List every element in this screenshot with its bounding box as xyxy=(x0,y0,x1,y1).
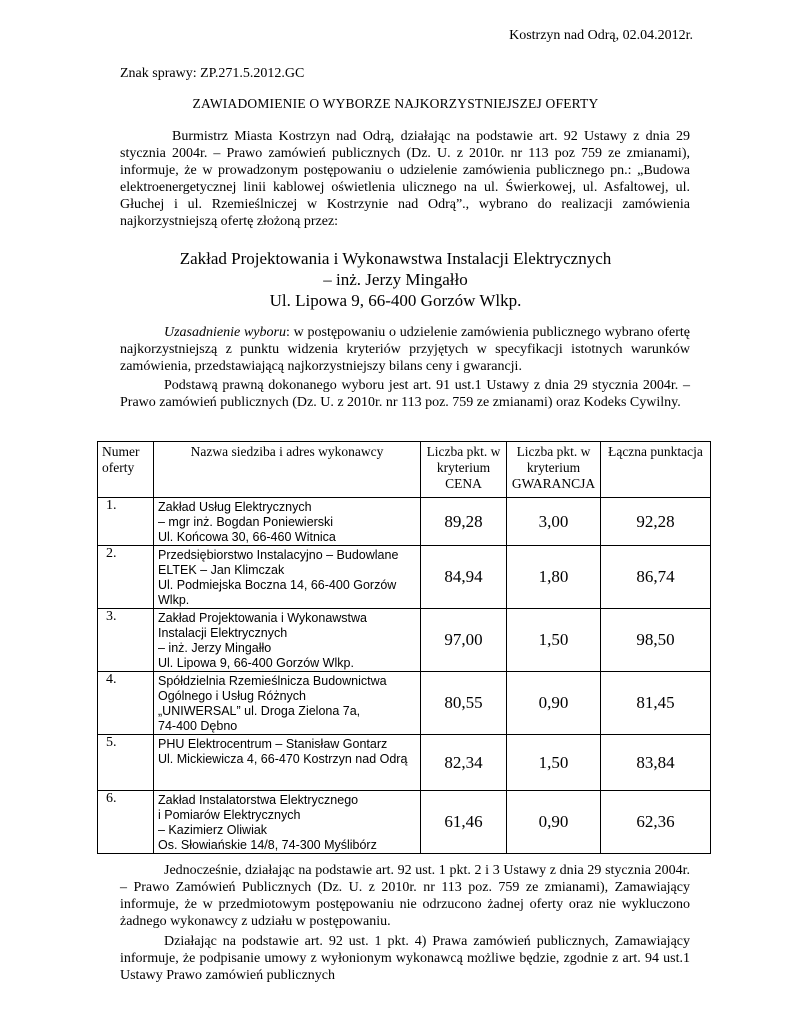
total-points-cell: 81,45 xyxy=(601,672,711,735)
contractor-cell: Zakład Usług Elektrycznych – mgr inż. Bogdan Poniewierski Ul. Końcowa 30, 66-460 Witnica xyxy=(154,498,421,546)
justification-label: Uzasadnienie wyboru xyxy=(164,325,286,340)
header-total-points: Łączna punktacja xyxy=(601,442,711,498)
total-points-cell: 62,36 xyxy=(601,791,711,854)
price-points-cell: 97,00 xyxy=(421,609,507,672)
table-row xyxy=(98,672,711,735)
case-reference: Znak sprawy: ZP.271.5.2012.GC xyxy=(120,66,305,81)
justification-paragraph xyxy=(120,324,690,375)
price-points-cell: 61,46 xyxy=(421,791,507,854)
table-row xyxy=(98,546,711,609)
total-points-cell: 83,84 xyxy=(601,735,711,791)
total-points-cell: 92,28 xyxy=(601,498,711,546)
warranty-points-cell: 1,80 xyxy=(507,546,601,609)
warranty-points-cell: 0,90 xyxy=(507,791,601,854)
offer-number-cell: 4. xyxy=(98,672,154,735)
price-points-cell: 80,55 xyxy=(421,672,507,735)
justification-text: : w postępowaniu o udzielenie zamówienia publicznego wybrano ofertę najkorzystniejszą z punktu widzenia kryteriów przyjętych w specyfikacji istotnych warunków zamówienia, przedstawiającą najkorzystniejszy bilans ceny i gwarancji. xyxy=(120,325,690,374)
table-row xyxy=(98,735,711,791)
header-warranty-points: Liczba pkt. w kryterium GWARANCJA xyxy=(507,442,601,498)
price-points-cell: 84,94 xyxy=(421,546,507,609)
contractor-cell: Zakład Projektowania i Wykonawstwa Instalacji Elektrycznych – inż. Jerzy Mingałło Ul. Lipowa 9, 66-400 Gorzów Wlkp. xyxy=(154,609,421,672)
header-contractor: Nazwa siedziba i adres wykonawcy xyxy=(154,442,421,498)
offer-number-cell: 1. xyxy=(98,498,154,546)
total-points-cell: 86,74 xyxy=(601,546,711,609)
price-points-cell: 89,28 xyxy=(421,498,507,546)
warranty-points-cell: 1,50 xyxy=(507,735,601,791)
document-title: ZAWIADOMIENIE O WYBORZE NAJKORZYSTNIEJSZEJ OFERTY xyxy=(192,96,599,111)
closing-paragraph-1: Jednocześnie, działając na podstawie art. 92 ust. 1 pkt. 2 i 3 Ustawy z dnia 29 stycznia 2004r. – Prawo Zamówień Publicznych (Dz. U. z 2010r. nr 113 poz. 759 ze zmianami), Zamawiający informuje, że w przedmiotowym postępowaniu nie odrzucono żadnej oferty oraz nie wykluczono żadnego wykonawcy z udziału w postępowaniu. xyxy=(120,863,690,929)
offer-number-cell: 5. xyxy=(98,735,154,791)
contractor-cell: Zakład Instalatorstwa Elektrycznego i Pomiarów Elektrycznych – Kazimierz Oliwiak Os. Słowiańskie 14/8, 74-300 Myślibórz xyxy=(154,791,421,854)
header-price-points: Liczba pkt. w kryterium CENA xyxy=(421,442,507,498)
price-points-cell: 82,34 xyxy=(421,735,507,791)
total-points-cell: 98,50 xyxy=(601,609,711,672)
legal-basis-paragraph: Podstawą prawną dokonanego wyboru jest art. 91 ust.1 Ustawy z dnia 29 stycznia 2004r. – Prawo zamówień publicznych (Dz. U. z 2010r. nr 113 poz. 759 ze zmianami) oraz Kodeks Cywilny. xyxy=(120,378,690,410)
winner-name: Zakład Projektowania i Wykonawstwa Instalacji Elektrycznych xyxy=(179,249,612,268)
warranty-points-cell: 1,50 xyxy=(507,609,601,672)
offers-table xyxy=(97,441,711,854)
table-row xyxy=(98,609,711,672)
contractor-cell: PHU Elektrocentrum – Stanisław Gontarz Ul. Mickiewicza 4, 66-470 Kostrzyn nad Odrą xyxy=(154,735,421,791)
offer-number-cell: 3. xyxy=(98,609,154,672)
document-date: Kostrzyn nad Odrą, 02.04.2012r. xyxy=(509,28,693,43)
winner-address: Ul. Lipowa 9, 66-400 Gorzów Wlkp. xyxy=(269,291,522,310)
warranty-points-cell: 0,90 xyxy=(507,672,601,735)
selected-contractor xyxy=(0,248,791,311)
table-row xyxy=(98,791,711,854)
closing-paragraph-2: Działając na podstawie art. 92 ust. 1 pkt. 4) Prawa zamówień publicznych, Zamawiający informuje, że podpisanie umowy z wyłonionym wykonawcą możliwe będzie, zgodnie z art. 94 ust.1 Ustawy Prawo zamówień publicznych xyxy=(120,934,690,983)
contractor-cell: Spółdzielnia Rzemieślnicza Budownictwa Ogólnego i Usług Różnych „UNIWERSAL” ul. Droga Zielona 7a, 74-400 Dębno xyxy=(154,672,421,735)
table-row xyxy=(98,498,711,546)
offer-number-cell: 2. xyxy=(98,546,154,609)
warranty-points-cell: 3,00 xyxy=(507,498,601,546)
header-offer-number: Numer oferty xyxy=(98,442,154,498)
intro-paragraph: Burmistrz Miasta Kostrzyn nad Odrą, działając na podstawie art. 92 Ustawy z dnia 29 stycznia 2004r. – Prawo zamówień publicznych (Dz. U. z 2010r. nr 113 poz 759 ze zmianami), informuje, że w prowadzonym postępowaniu o udzielenie zamówienia publicznego pn.: „Budowa elektroenergetycznej linii kablowej oświetlenia ulicznego na ul. Świerkowej, ul. Asfaltowej, ul. Głuchej i ul. Rzemieślniczej w Kostrzynie nad Odrą”., wybrano do realizacji zamówienia najkorzystniejszą ofertę złożoną przez: xyxy=(120,129,690,229)
offer-number-cell: 6. xyxy=(98,791,154,854)
winner-engineer: – inż. Jerzy Mingałło xyxy=(323,270,468,289)
contractor-cell: Przedsiębiorstwo Instalacyjno – Budowlane ELTEK – Jan Klimczak Ul. Podmiejska Boczna 14, 66-400 Gorzów Wlkp. xyxy=(154,546,421,609)
